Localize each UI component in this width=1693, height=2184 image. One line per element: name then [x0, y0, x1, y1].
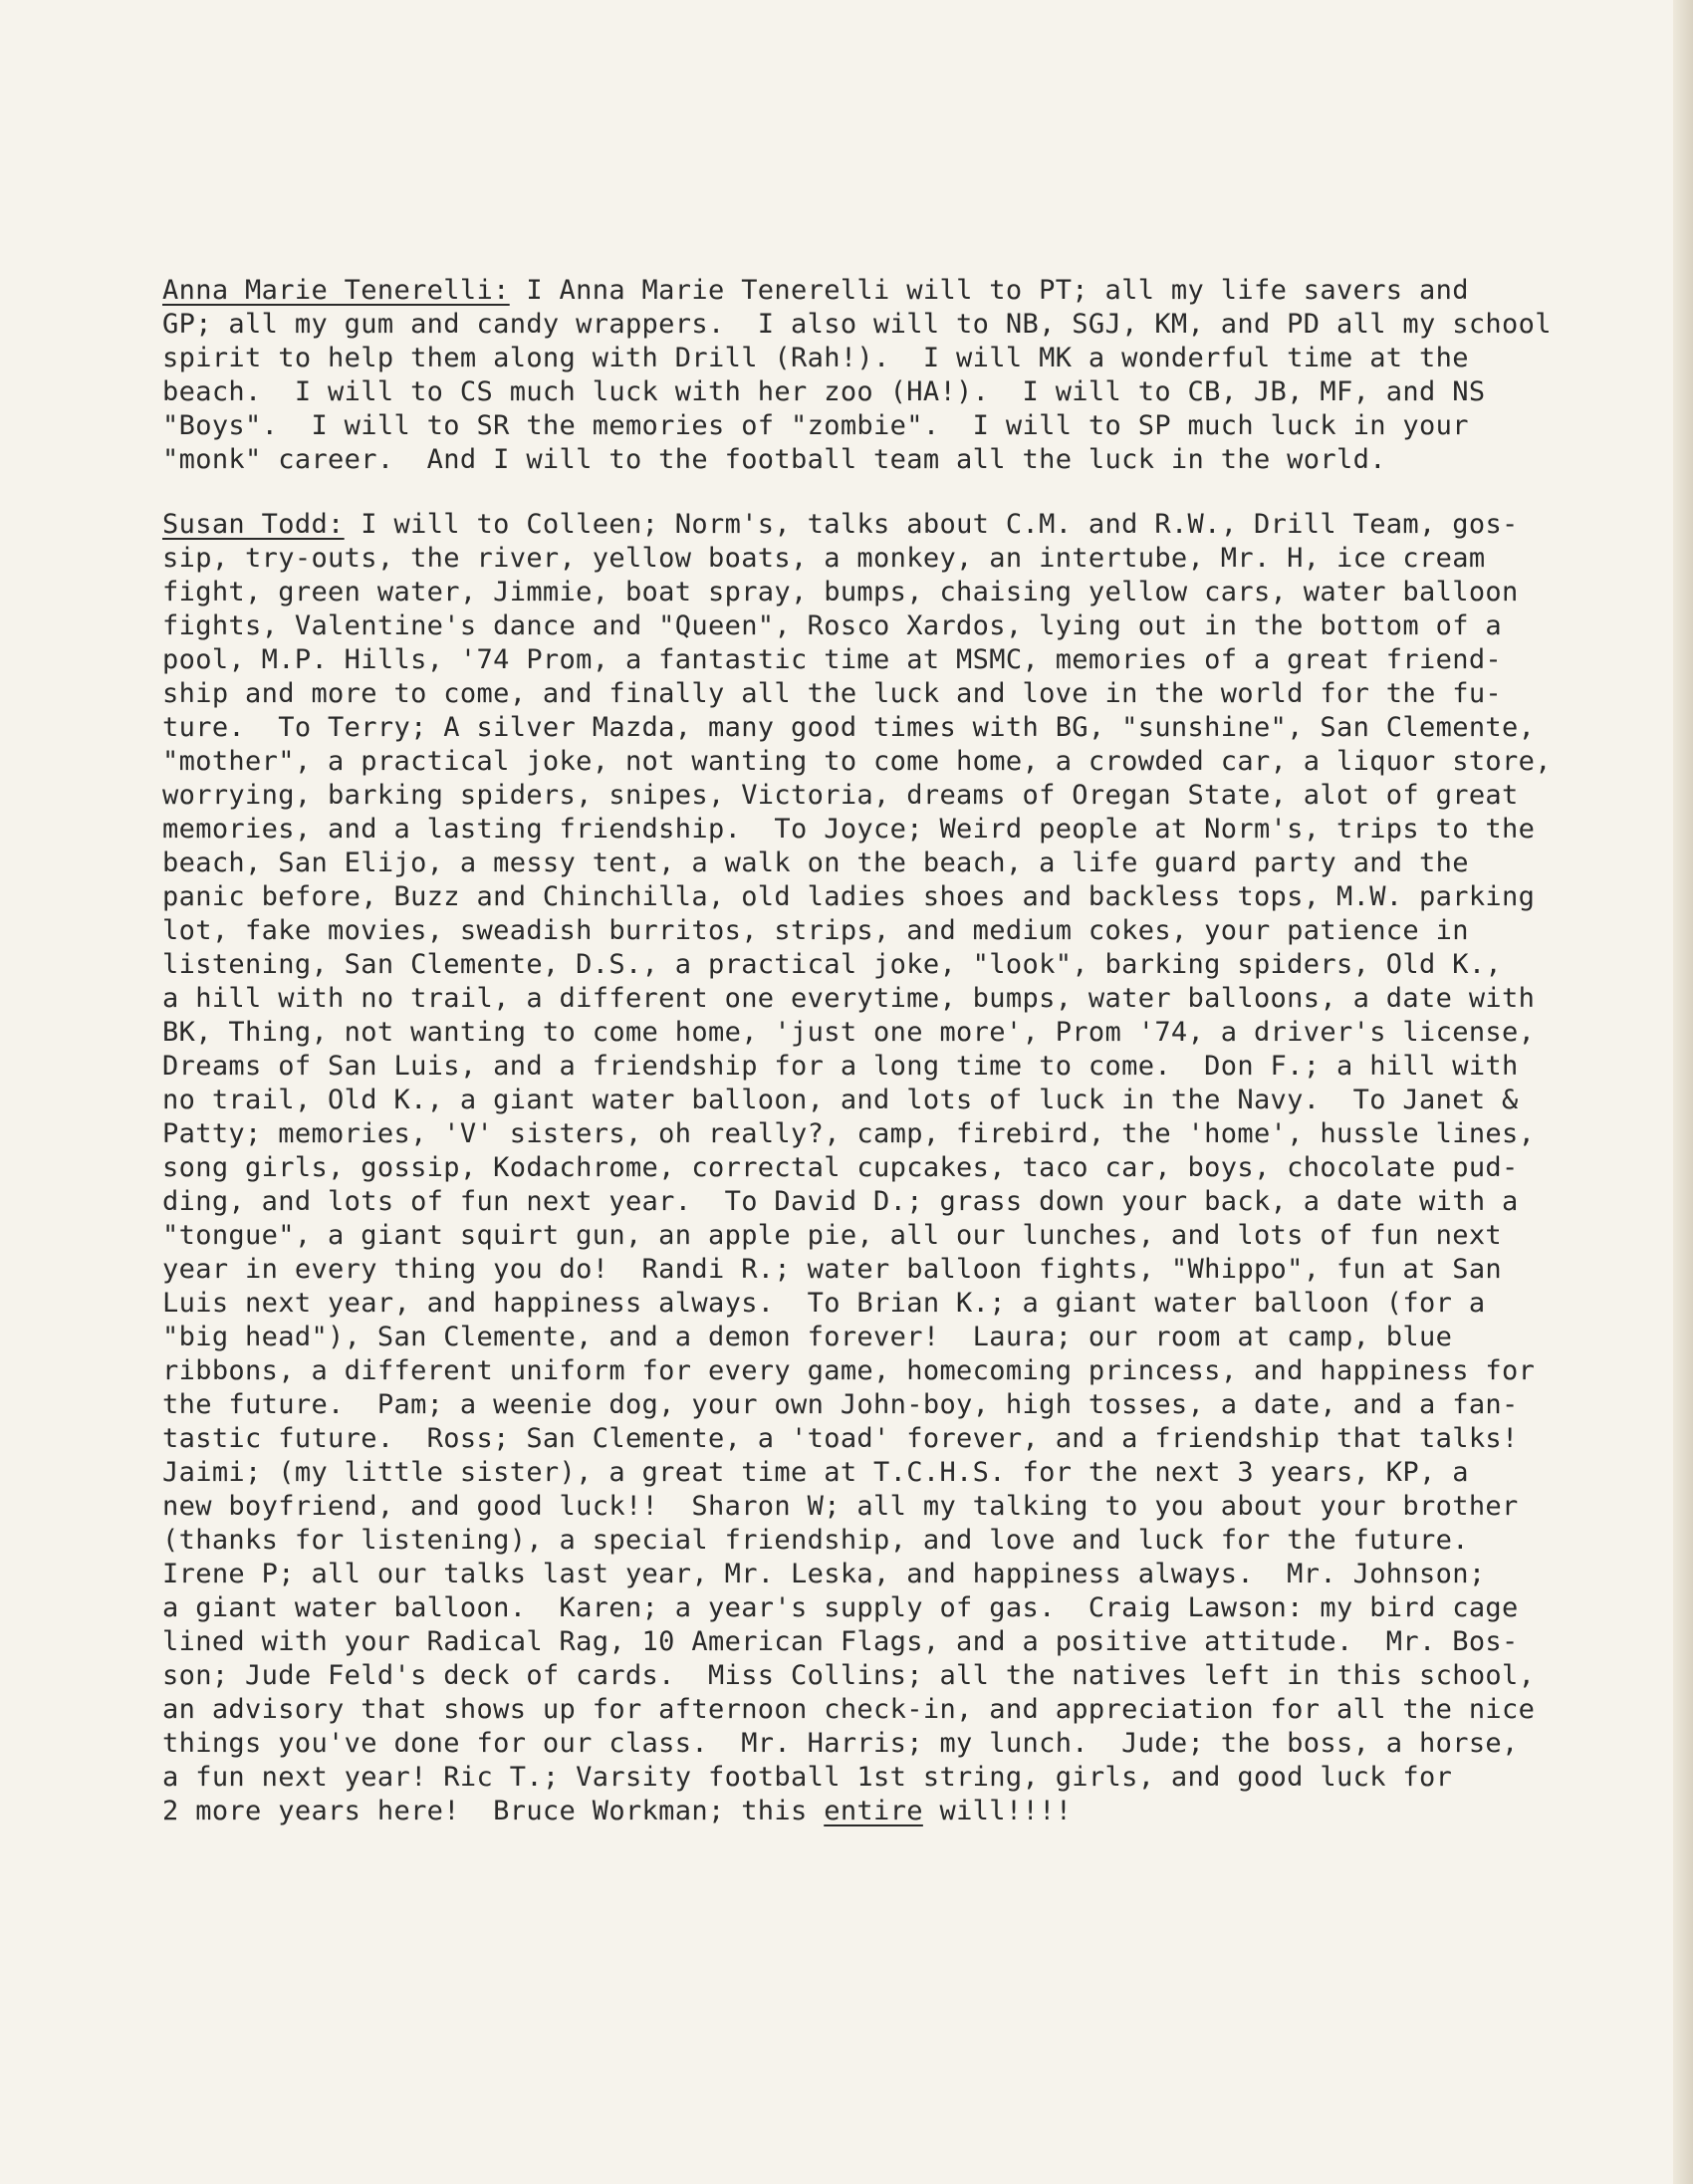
entry-line: (thanks for listening), a special friendship, and love and luck for the future. [162, 1525, 1469, 1556]
entry-line: the future. Pam; a weenie dog, your own John-boy, high tosses, a date, and a fan- [162, 1389, 1519, 1420]
entry-line: things you've done for our class. Mr. Harris; my lunch. Jude; the boss, a horse, [162, 1728, 1519, 1759]
entry-text: I Anna Marie Tenerelli will to PT; all my life savers and [509, 275, 1469, 306]
entry-line: spirit to help them along with Drill (Rah!). I will MK a wonderful time at the [162, 343, 1469, 373]
underlined-word: entire [824, 1796, 923, 1826]
entry-line [162, 274, 1576, 308]
will-entry-todd [162, 508, 1576, 1828]
entry-line: Irene P; all our talks last year, Mr. Leska, and happiness always. Mr. Johnson; [162, 1559, 1486, 1589]
entry-line: memories, and a lasting friendship. To Joyce; Weird people at Norm's, trips to the [162, 814, 1536, 845]
entry-line: ship and more to come, and finally all the luck and love in the world for the fu- [162, 678, 1503, 709]
will-entry-tenerelli [162, 274, 1576, 477]
entry-line: BK, Thing, not wanting to come home, 'just one more', Prom '74, a driver's license, [162, 1017, 1536, 1048]
entry-text: 2 more years here! Bruce Workman; this [162, 1796, 825, 1826]
entry-line-final [162, 1795, 1576, 1828]
entry-line: ture. To Terry; A silver Mazda, many good times with BG, "sunshine", San Clemente, [162, 712, 1536, 743]
entry-line: Dreams of San Luis, and a friendship for a long time to come. Don F.; a hill with [162, 1051, 1519, 1082]
entry-line: "Boys". I will to SR the memories of "zombie". I will to SP much luck in your [162, 410, 1469, 441]
entry-text: I will to Colleen; Norm's, talks about C.M. and R.W., Drill Team, gos- [344, 509, 1519, 540]
entry-line: fights, Valentine's dance and "Queen", Rosco Xardos, lying out in the bottom of a [162, 610, 1503, 641]
entry-line: no trail, Old K., a giant water balloon, and lots of luck in the Navy. To Janet & [162, 1085, 1519, 1115]
entry-line: a giant water balloon. Karen; a year's supply of gas. Craig Lawson: my bird cage [162, 1592, 1519, 1623]
entry-text: will!!!! [922, 1796, 1073, 1826]
entry-line: Jaimi; (my little sister), a great time at T.C.H.S. for the next 3 years, KP, a [162, 1457, 1469, 1488]
entry-line: listening, San Clemente, D.S., a practical joke, "look", barking spiders, Old K., [162, 949, 1503, 980]
entry-line: son; Jude Feld's deck of cards. Miss Collins; all the natives left in this school, [162, 1660, 1536, 1691]
entry-line: beach, San Elijo, a messy tent, a walk on the beach, a life guard party and the [162, 848, 1469, 878]
entry-line: ribbons, a different uniform for every game, homecoming princess, and happiness for [162, 1355, 1536, 1386]
entry-line: GP; all my gum and candy wrappers. I also will to NB, SGJ, KM, and PD all my school [162, 309, 1552, 340]
entry-line [162, 508, 1576, 542]
entry-line: lot, fake movies, sweadish burritos, strips, and medium cokes, your patience in [162, 915, 1469, 946]
author-name: Susan Todd: [162, 509, 345, 540]
entry-line: song girls, gossip, Kodachrome, correctal cupcakes, taco car, boys, chocolate pud- [162, 1152, 1519, 1183]
entry-line: lined with your Radical Rag, 10 American Flags, and a positive attitude. Mr. Bos- [162, 1626, 1519, 1657]
entry-line: pool, M.P. Hills, '74 Prom, a fantastic time at MSMC, memories of a great friend- [162, 644, 1503, 675]
entry-line: panic before, Buzz and Chinchilla, old ladies shoes and backless tops, M.W. parking [162, 881, 1536, 912]
entry-line: worrying, barking spiders, snipes, Victoria, dreams of Oregan State, alot of great [162, 780, 1519, 811]
entry-line: Patty; memories, 'V' sisters, oh really?, camp, firebird, the 'home', hussle lines, [162, 1118, 1536, 1149]
entry-line: ding, and lots of fun next year. To David D.; grass down your back, a date with a [162, 1186, 1519, 1217]
entry-line: a fun next year! Ric T.; Varsity football 1st string, girls, and good luck for [162, 1762, 1453, 1793]
entry-line: "monk" career. And I will to the football team all the luck in the world. [162, 444, 1386, 475]
entry-line: sip, try-outs, the river, yellow boats, a monkey, an intertube, Mr. H, ice cream [162, 543, 1486, 574]
entry-line: tastic future. Ross; San Clemente, a 'toad' forever, and a friendship that talks! [162, 1423, 1519, 1454]
entry-line: "tongue", a giant squirt gun, an apple pie, all our lunches, and lots of fun next [162, 1220, 1503, 1251]
page-edge-shadow [1673, 0, 1693, 2184]
entry-line: an advisory that shows up for afternoon check-in, and appreciation for all the nice [162, 1694, 1536, 1725]
entry-line: "big head"), San Clemente, and a demon forever! Laura; our room at camp, blue [162, 1322, 1453, 1352]
entry-line: a hill with no trail, a different one everytime, bumps, water balloons, a date with [162, 983, 1536, 1014]
entry-line: Luis next year, and happiness always. To Brian K.; a giant water balloon (for a [162, 1288, 1486, 1319]
entry-line: "mother", a practical joke, not wanting to come home, a crowded car, a liquor store, [162, 746, 1552, 777]
author-name: Anna Marie Tenerelli: [162, 275, 510, 306]
entry-line: fight, green water, Jimmie, boat spray, bumps, chaising yellow cars, water balloon [162, 577, 1519, 607]
entry-line: beach. I will to CS much luck with her zoo (HA!). I will to CB, JB, MF, and NS [162, 376, 1486, 407]
entry-line: year in every thing you do! Randi R.; water balloon fights, "Whippo", fun at San [162, 1254, 1503, 1285]
entry-line: new boyfriend, and good luck!! Sharon W; all my talking to you about your brother [162, 1491, 1519, 1522]
